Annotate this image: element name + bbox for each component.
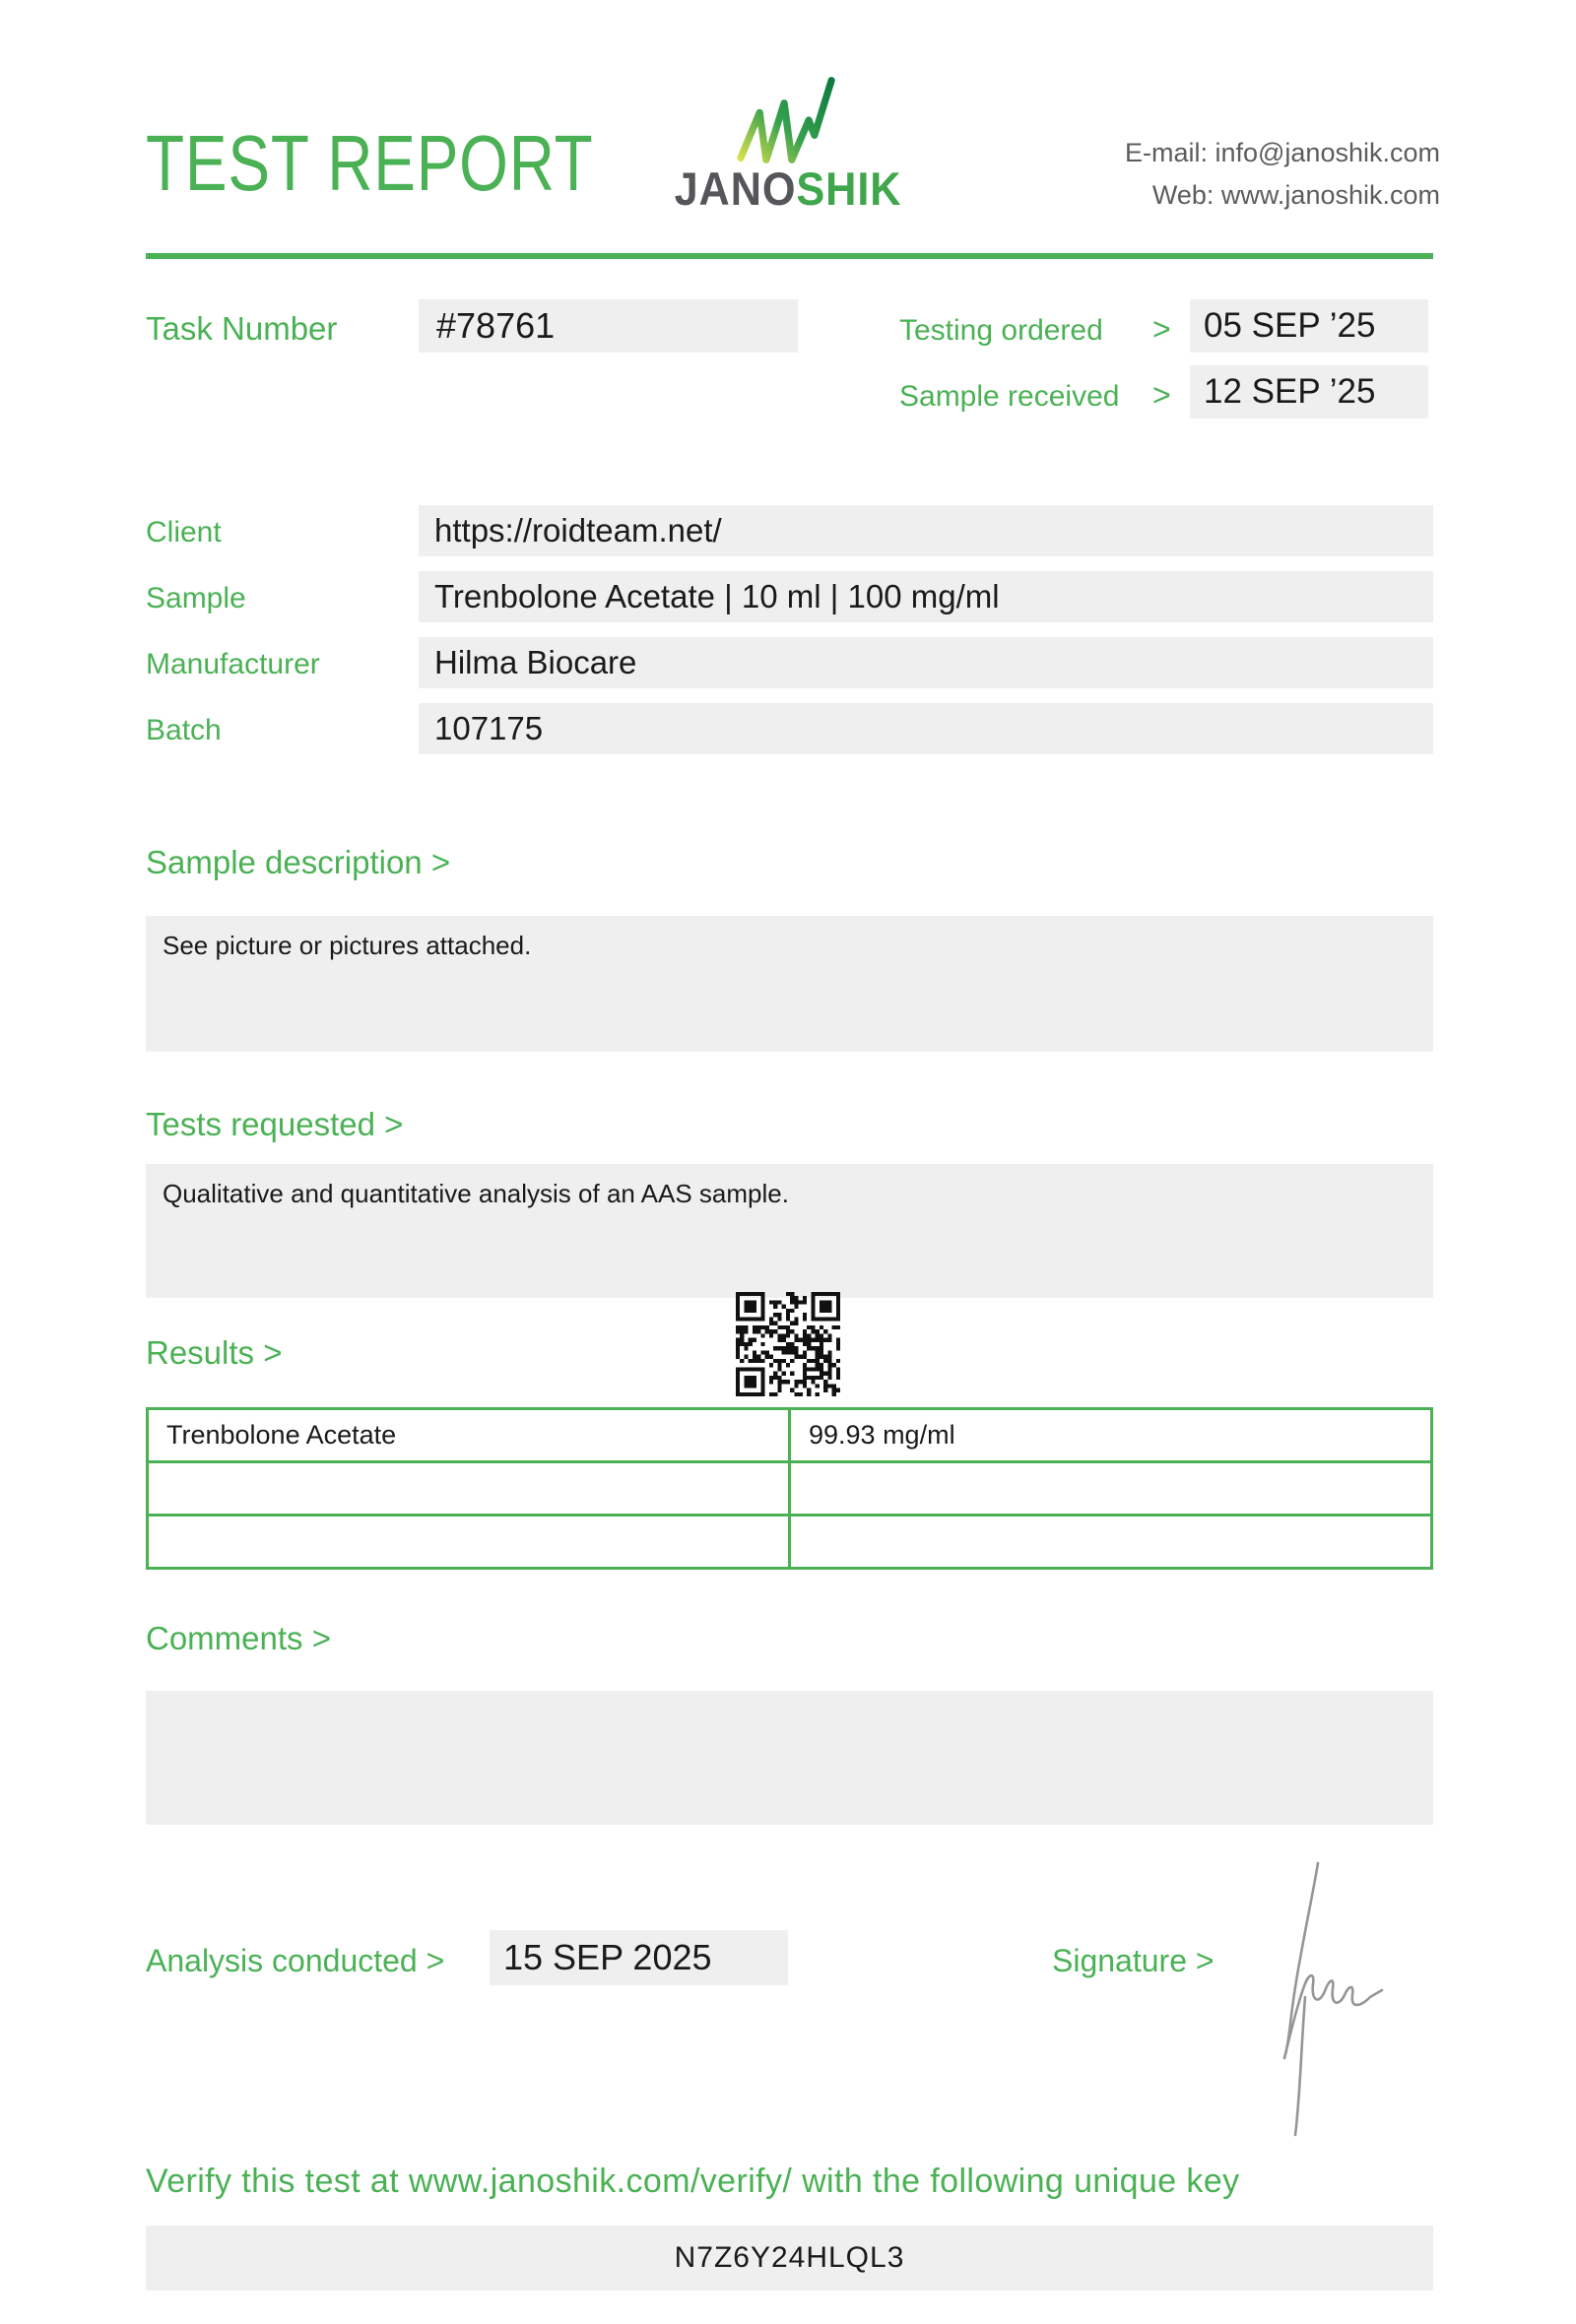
result-cell — [790, 1462, 1432, 1516]
results-table — [146, 1407, 1433, 1570]
testing-ordered-field — [1190, 299, 1428, 353]
verify-key-field — [146, 2226, 1433, 2291]
sample-received-field — [1190, 365, 1428, 419]
sample-received-arrow: > — [1152, 377, 1171, 413]
growth-chart-icon — [731, 73, 843, 167]
analysis-date-value: 15 SEP 2025 — [503, 1937, 712, 1977]
analyte-cell — [148, 1462, 790, 1516]
qr-code — [736, 1292, 840, 1396]
results-heading: Results > — [146, 1334, 283, 1371]
comments-heading: Comments > — [146, 1620, 331, 1656]
sample-received-label: Sample received — [899, 380, 1120, 413]
page-title: TEST REPORT — [146, 119, 594, 207]
sample-received-value: 12 SEP ’25 — [1204, 372, 1376, 411]
verify-key-value: N7Z6Y24HLQL3 — [674, 2241, 905, 2274]
signature-label: Signature > — [1052, 1943, 1215, 1978]
logo-wordmark-secondary: SHIK — [796, 162, 902, 215]
tests-requested-heading: Tests requested > — [146, 1106, 404, 1142]
contact-block — [1125, 132, 1440, 217]
sample-description-text: See picture or pictures attached. — [163, 931, 532, 960]
table-row — [148, 1516, 1432, 1569]
verify-instruction: Verify this test at www.janoshik.com/verify/ with the following unique key — [146, 2163, 1240, 2200]
logo-wordmark — [672, 163, 904, 215]
table-row — [148, 1462, 1432, 1516]
result-cell — [790, 1516, 1432, 1569]
analyte-cell — [148, 1516, 790, 1569]
task-number-value: #78761 — [436, 305, 556, 346]
tests-requested-box — [146, 1164, 1433, 1298]
sample-field — [419, 571, 1433, 622]
contact-email: E-mail: info@janoshik.com — [1124, 138, 1440, 167]
analyte-cell: Trenbolone Acetate — [148, 1409, 790, 1462]
batch-label: Batch — [146, 714, 222, 746]
batch-field — [419, 703, 1433, 754]
sample-description-box — [146, 916, 1433, 1052]
logo-wordmark-primary: JANO — [674, 162, 797, 215]
manufacturer-value: Hilma Biocare — [434, 644, 637, 680]
task-number-field — [419, 299, 798, 353]
sample-description-heading: Sample description > — [146, 844, 451, 880]
result-cell: 99.93 mg/ml — [790, 1409, 1432, 1462]
testing-ordered-value: 05 SEP ’25 — [1204, 306, 1376, 345]
table-row — [148, 1409, 1432, 1462]
manufacturer-label: Manufacturer — [146, 648, 320, 680]
testing-ordered-label: Testing ordered — [899, 314, 1103, 347]
comments-box — [146, 1691, 1433, 1825]
tests-requested-text: Qualitative and quantitative analysis of an AAS sample. — [163, 1179, 789, 1208]
client-label: Client — [146, 516, 222, 549]
analysis-date-field — [490, 1930, 788, 1985]
client-value: https://roidteam.net/ — [434, 512, 722, 549]
sample-label: Sample — [146, 582, 246, 614]
analysis-conducted-label: Analysis conducted > — [146, 1943, 445, 1978]
signature-image — [1261, 1851, 1409, 2147]
manufacturer-field — [419, 637, 1433, 688]
contact-web: Web: www.janoshik.com — [1151, 180, 1440, 210]
client-field — [419, 505, 1433, 556]
batch-value: 107175 — [434, 710, 544, 746]
header-divider — [146, 253, 1433, 259]
testing-ordered-arrow: > — [1152, 311, 1171, 347]
task-number-label: Task Number — [146, 310, 338, 347]
sample-value: Trenbolone Acetate | 10 ml | 100 mg/ml — [434, 578, 1000, 614]
